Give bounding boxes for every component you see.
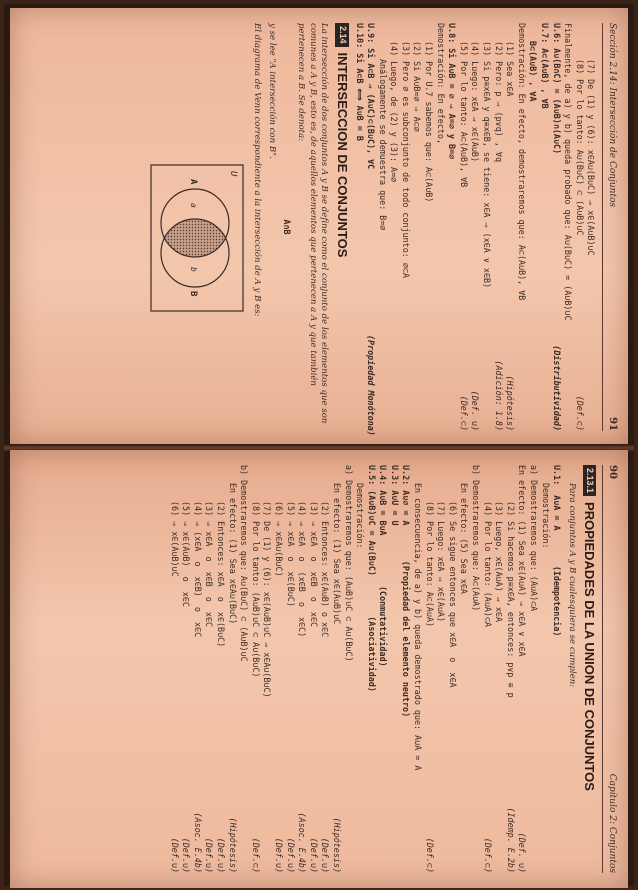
line-text: (2) Entonces: x∈A o x∈(B∪C) bbox=[216, 501, 226, 648]
line-text: En efecto: (1) Sea x∈(A∪B)∪C bbox=[331, 483, 342, 625]
line-text: U.8: Si A∪B = ∅ ⇒ A=∅ y B=∅ bbox=[447, 23, 458, 160]
line-text: (7) De (1) y (6): x∈(A∪B)∪C ⇒ x∈A∪(B∪C) bbox=[262, 501, 273, 698]
region-b-label: b bbox=[188, 267, 198, 272]
line-text: (3) ⇒ x∈A o x∈B o x∈C bbox=[308, 501, 319, 628]
line-justification: (Def.⊂) bbox=[574, 395, 585, 431]
line-justification: (Def.⊂) bbox=[424, 837, 435, 873]
line-text: B⊂(A∪B) , ∀A bbox=[528, 41, 539, 102]
line-justification bbox=[585, 335, 597, 431]
line-justification: (Hipótesis) bbox=[227, 817, 238, 873]
set-a-label: A bbox=[187, 179, 198, 185]
line-text: (2) Entonces: x∈(A∪B) o x∈C bbox=[320, 501, 331, 638]
line-justification: (Hipótesis) bbox=[505, 375, 516, 431]
line-justification: (Def.∪) bbox=[169, 837, 180, 873]
universe-label: U bbox=[227, 171, 238, 177]
line-text: (7) Luego: x∈A ⇒ x∈(A∪A) bbox=[436, 501, 447, 623]
line-text: U.7: A⊂(A∪B) , ∀B bbox=[540, 23, 551, 109]
line-text: En efecto: (5) Sea x∈A bbox=[459, 483, 470, 594]
proof-lines bbox=[168, 465, 562, 873]
line-text: U.5: (A∪B)∪C = A∪(B∪C) (Asociatividad) bbox=[366, 465, 377, 692]
section-heading bbox=[583, 465, 597, 873]
line-justification bbox=[238, 777, 250, 873]
line-text: En consecuencia, de a) y b) queda demostrado que: A∪A = A bbox=[413, 483, 424, 771]
section-title: INTERSECCION DE CONJUNTOS bbox=[334, 52, 350, 258]
text-line bbox=[423, 465, 435, 873]
line-justification bbox=[515, 335, 527, 431]
line-text: (1) Sea x∈A bbox=[505, 41, 516, 97]
text-line bbox=[272, 465, 284, 873]
line-text: Demostración: bbox=[540, 483, 551, 549]
text-line bbox=[214, 465, 226, 873]
line-justification bbox=[480, 335, 492, 431]
running-head: Sección 2.14: Intersección de Conjuntos bbox=[607, 23, 617, 208]
line-text: U.1: A∪A = A (Idempotencia) bbox=[552, 465, 563, 637]
region-a-label: a bbox=[188, 203, 198, 208]
line-justification: (Def.∪) bbox=[216, 837, 226, 873]
text-line bbox=[191, 465, 203, 873]
line-justification bbox=[261, 777, 273, 873]
line-text: U.4: A∪B = B∪A (Conmutatividad) bbox=[378, 465, 389, 667]
text-line bbox=[388, 465, 400, 873]
text-line bbox=[539, 465, 551, 873]
text-line bbox=[412, 465, 424, 873]
line-text: (4) Luego: x∈A ⇒ x∈(A∪B) bbox=[470, 41, 481, 163]
line-justification bbox=[376, 335, 388, 431]
text-line bbox=[307, 465, 319, 873]
line-justification: (Def.∪) bbox=[308, 837, 319, 873]
text-line bbox=[238, 465, 250, 873]
text-line bbox=[226, 465, 238, 873]
text-line bbox=[365, 23, 377, 436]
text-line bbox=[342, 465, 354, 873]
line-text: (4) Luego, de (2) y (3): A=∅ bbox=[389, 41, 400, 183]
line-text: (4) ⇒ x∈A o (x∈B o x∈C) bbox=[297, 501, 308, 638]
text-line bbox=[354, 465, 366, 873]
line-justification: (Def.⊂) bbox=[250, 837, 261, 873]
line-text: (3) Pero ∅ es subconjunto de todo conjunto: ∅⊂A bbox=[400, 41, 411, 278]
line-text: Demostración: En efecto, bbox=[435, 23, 446, 145]
line-justification: (Def.⊂) bbox=[458, 395, 469, 431]
text-line bbox=[573, 23, 585, 431]
venn-caption: El diagrama de Venn correspondiente a la intersección de A y B es: bbox=[252, 23, 263, 317]
line-text: (5) ⇒ x∈(A∪B) o x∈C bbox=[181, 501, 192, 607]
line-justification bbox=[400, 777, 412, 873]
text-line bbox=[458, 465, 470, 873]
text-line bbox=[180, 465, 192, 873]
section-title: PROPIEDADES DE LA UNION DE CONJUNTOS bbox=[582, 502, 598, 791]
text-line bbox=[435, 465, 447, 873]
line-justification: (Propiedad Monótona) bbox=[366, 335, 377, 436]
line-text: U.6: A∪(B∩C) = (A∪B)∩(A∪C) bbox=[551, 23, 562, 155]
text-line bbox=[400, 465, 412, 873]
section-badge: 2.13.1 bbox=[583, 465, 597, 496]
line-justification: (Def.∪) bbox=[204, 837, 215, 873]
section-heading bbox=[335, 23, 349, 431]
text-line bbox=[492, 23, 504, 431]
text-line bbox=[493, 465, 505, 873]
text-line bbox=[446, 465, 458, 873]
line-text: b) Demostraremos que: A∪(B∪C) ⊂ (A∪B)∪C bbox=[239, 465, 250, 662]
line-text: Análogamente se demuestra que: B=∅ bbox=[377, 59, 388, 231]
line-justification bbox=[365, 777, 377, 873]
line-justification bbox=[458, 777, 470, 873]
line-text: (2) Pero: p ⇒ (p∨q) , ∀q bbox=[493, 41, 504, 163]
page-header bbox=[602, 465, 618, 873]
text-line bbox=[457, 23, 469, 431]
line-justification bbox=[411, 335, 423, 431]
proof-lines bbox=[353, 23, 597, 436]
text-line bbox=[585, 23, 597, 431]
text-line bbox=[376, 23, 388, 431]
text-line bbox=[203, 465, 215, 873]
line-justification: (Asoc. E.4b) bbox=[192, 812, 203, 873]
line-text: U.2: A∪∅ = A (Propiedad del elemento neutro) bbox=[401, 465, 412, 718]
line-justification bbox=[435, 777, 447, 873]
text-line bbox=[411, 23, 423, 431]
page-91 bbox=[10, 8, 628, 446]
line-text: (5) ⇒ x∈A o x∈(B∪C) bbox=[285, 501, 296, 607]
line-text: (3) ⇒ x∈A o x∈B o x∈C bbox=[204, 501, 215, 628]
text-line bbox=[399, 23, 411, 431]
line-text: (8) Por lo tanto: A∪(B∪C) ⊂ (A∪B)∪C bbox=[574, 59, 585, 236]
line-justification: (Def.∪) bbox=[273, 837, 284, 873]
intersection-formula: A∩B bbox=[281, 219, 292, 235]
page-number: 90 bbox=[607, 465, 618, 479]
line-justification bbox=[388, 777, 400, 873]
text-line bbox=[515, 23, 527, 431]
line-justification: (Def. ∪) bbox=[517, 832, 528, 873]
line-justification bbox=[342, 777, 354, 873]
definition-paragraph: La intersección de dos conjuntos A y B se define como el conjunto de los elementos que son comunes a A y B, esto es, de aquellos elementos que pertenecen a A y que también pertenecen a B. Se denota: bbox=[296, 23, 330, 424]
line-justification bbox=[527, 335, 539, 431]
line-text: (4) Por lo tanto: (A∪A)⊂A bbox=[482, 501, 493, 628]
text-line bbox=[527, 465, 539, 873]
line-justification: (Def. ∪) bbox=[470, 390, 481, 431]
text-line bbox=[551, 465, 563, 873]
line-justification bbox=[551, 777, 563, 873]
text-line bbox=[377, 465, 389, 873]
line-justification bbox=[538, 335, 550, 431]
read-as-text: y se lee "A intersección con B". bbox=[266, 23, 277, 159]
line-text: Demostración: En efecto, demostraremos que: A⊂(A∪B), ∀B bbox=[516, 23, 527, 301]
line-justification bbox=[493, 777, 505, 873]
line-text: Demostración: bbox=[355, 483, 366, 549]
line-text: (2) Si hacemos p≡x∈A, entonces: p∨p ≡ p bbox=[505, 501, 516, 698]
line-text: (5) Por lo tanto: A⊂(A∪B), ∀B bbox=[458, 41, 469, 188]
line-justification bbox=[446, 335, 458, 431]
line-text: U.9: Si A⊂B ⇒ (A∪C)⊂(B∪C), ∀C bbox=[366, 23, 377, 170]
line-text: (6) Se sigue entonces que x∈A o x∈A bbox=[447, 501, 458, 688]
line-text: (6) ⇒ x∈A∪(B∪C) bbox=[273, 501, 284, 577]
line-justification bbox=[377, 777, 389, 873]
text-line bbox=[423, 23, 435, 431]
line-text: a) Demostraremos que: (A∪B)∪C ⊂ A∪(B∪C) bbox=[343, 465, 354, 662]
line-text: (1) Por U.7 sabemos que: A⊂(A∪B) bbox=[424, 41, 435, 203]
text-line bbox=[516, 465, 528, 873]
line-justification bbox=[399, 335, 411, 431]
text-line bbox=[469, 23, 481, 431]
line-text: a) Demostraremos que: (A∪A)⊂A bbox=[529, 465, 540, 612]
text-line bbox=[550, 23, 562, 431]
line-text: En efecto: (1) Sea x∈A∪(B∪C) bbox=[227, 483, 238, 625]
text-line bbox=[168, 465, 180, 873]
line-text: (2) Si A∪B=∅ ⇒ A⊂∅ bbox=[412, 41, 423, 132]
line-justification: (Distributividad) bbox=[551, 345, 562, 431]
line-text: En efecto: (1) Sea x∈(A∪A) ⇒ x∈A ∨ x∈A bbox=[517, 465, 528, 657]
line-justification: (Def.⊂) bbox=[482, 837, 493, 873]
page-number: 91 bbox=[607, 417, 618, 431]
text-line bbox=[481, 465, 493, 873]
line-justification: (Asoc. E.4b) bbox=[297, 812, 308, 873]
line-justification bbox=[412, 777, 424, 873]
line-justification bbox=[469, 777, 481, 873]
text-line bbox=[434, 23, 446, 431]
text-line bbox=[296, 465, 308, 873]
section-badge: 2.14 bbox=[335, 23, 349, 47]
venn-diagram bbox=[145, 163, 245, 431]
text-line bbox=[562, 23, 574, 431]
line-justification bbox=[388, 335, 400, 431]
line-text: (6) ⇒ x∈(A∪B)∪C bbox=[169, 501, 180, 577]
line-justification: (Def.∪) bbox=[320, 837, 331, 873]
line-text: U.3: A∪U = U bbox=[389, 465, 400, 526]
text-line bbox=[319, 465, 331, 873]
text-line bbox=[469, 465, 481, 873]
line-justification bbox=[562, 335, 574, 431]
line-text: b) Demostraremos que: A⊂(A∪A) bbox=[471, 465, 482, 612]
page-header bbox=[602, 23, 618, 431]
text-line bbox=[504, 465, 516, 873]
line-justification bbox=[539, 777, 551, 873]
line-justification: (Hipótesis) bbox=[331, 817, 342, 873]
line-justification bbox=[354, 777, 366, 873]
open-book bbox=[4, 4, 634, 886]
text-line bbox=[388, 23, 400, 431]
text-line bbox=[527, 23, 539, 431]
text-line bbox=[446, 23, 458, 431]
line-text: (7) De (1) y (6): x∈A∪(B∪C) ⇒ x∈(A∪B)∪C bbox=[586, 59, 597, 256]
text-line bbox=[480, 23, 492, 431]
line-text: (3) Luego, x∈(A∪A) ⇒ x∈A bbox=[494, 501, 505, 623]
line-text: (4) ⇒ (x∈A o x∈B) o x∈C bbox=[192, 501, 203, 638]
text-line bbox=[284, 465, 296, 873]
line-justification: (Idemp. E.2b) bbox=[505, 807, 516, 873]
text-line bbox=[365, 465, 377, 873]
intro-text: Para conjuntos A y B cualesquiera se cumplen: bbox=[566, 483, 577, 688]
text-line bbox=[504, 23, 516, 431]
text-line bbox=[330, 465, 342, 873]
line-text: U.10: Si A⊂B ⟺ A∪B = B bbox=[354, 23, 365, 141]
line-justification bbox=[353, 335, 365, 431]
page-91-content bbox=[14, 13, 624, 441]
text-line bbox=[249, 465, 261, 873]
running-head: Capítulo 2: Conjuntos bbox=[607, 773, 617, 873]
line-text: (8) Por lo tanto: (A∪B)∪C ⊂ A∪(B∪C) bbox=[250, 501, 261, 678]
line-text: Finalmente, de a) y b) queda probado que: A∪(B∪C) = (A∪B)∪C bbox=[563, 23, 574, 321]
line-justification: (Def.∪) bbox=[181, 837, 192, 873]
line-justification bbox=[446, 777, 458, 873]
line-justification bbox=[423, 335, 435, 431]
line-text: (8) Por lo tanto: A⊂(A∪A) bbox=[424, 501, 435, 628]
text-line bbox=[353, 23, 365, 431]
page-90 bbox=[10, 450, 628, 888]
line-justification bbox=[434, 335, 446, 431]
line-justification bbox=[527, 777, 539, 873]
line-text: (3) Si p≡x∈A y q≡x∈B, se tiene: x∈A ⇒ (x∈A ∨ x∈B) bbox=[482, 41, 493, 289]
line-justification: (Adición: 1.8) bbox=[493, 360, 504, 431]
page-90-content bbox=[14, 455, 624, 883]
text-line bbox=[538, 23, 550, 431]
text-line bbox=[261, 465, 273, 873]
set-b-label: B bbox=[187, 291, 198, 297]
line-justification: (Def.∪) bbox=[285, 837, 296, 873]
